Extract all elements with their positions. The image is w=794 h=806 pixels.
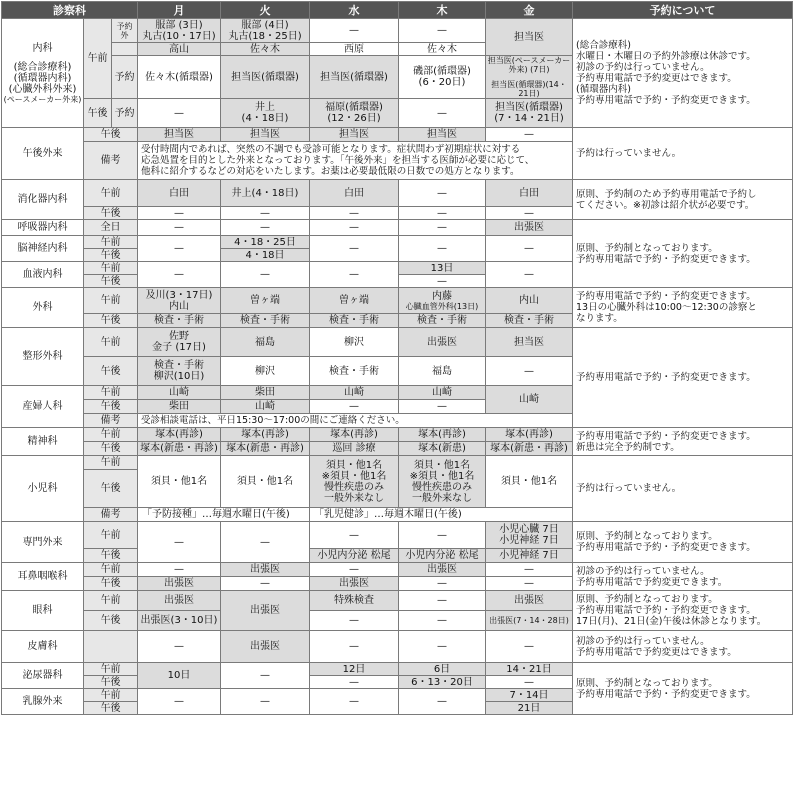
dept-naika-sub1: (循環器内科) bbox=[13, 72, 72, 84]
naika-r3-mon: 佐々木(循環器) bbox=[138, 56, 221, 99]
ketsueki-wed: — bbox=[310, 262, 399, 288]
dept-shoni: 小児科 bbox=[2, 456, 84, 522]
seishin-gogo: 午後 bbox=[84, 442, 138, 456]
shokaki-note: 原則、予約制のため予約専用電話で予約し てください。※初診は紹介状が必要です。 bbox=[573, 180, 793, 220]
ketsueki-fri: — bbox=[486, 262, 573, 288]
naika-r4-wed: 福原(循環器) (12・26日) bbox=[310, 99, 399, 128]
geka-r2-thu: 検査・手術 bbox=[399, 314, 486, 328]
naika-r1-fri: 担当医 bbox=[486, 19, 573, 56]
shokaki-r1-wed: 白田 bbox=[310, 180, 399, 207]
gg-wed: 担当医 bbox=[310, 128, 399, 142]
sanfujin-gogo: 午後 bbox=[84, 400, 138, 414]
dept-geka: 外科 bbox=[2, 288, 84, 328]
seishin-r1-wed: 塚本(再診) bbox=[310, 428, 399, 442]
hinyoki-thu1: 6日 bbox=[399, 663, 486, 676]
shokaki-r2-tue: — bbox=[221, 207, 310, 220]
dept-kokyuki: 呼吸器内科 bbox=[2, 220, 84, 236]
jibi-gozen: 午前 bbox=[84, 563, 138, 577]
noshinkei-thu: — bbox=[399, 236, 486, 262]
nyusen-fri2: 21日 bbox=[486, 702, 573, 715]
gogo-gairai-gogo: 午後 bbox=[84, 128, 138, 142]
header-note: 予約について bbox=[573, 2, 793, 19]
shokaki-r1-fri: 白田 bbox=[486, 180, 573, 207]
hinyoki-fri1: 14・21日 bbox=[486, 663, 573, 676]
seishin-r2-tue: 塚本(新患・再診) bbox=[221, 442, 310, 456]
seikei-tue2: 柳沢 bbox=[221, 357, 310, 386]
dept-senmon: 専門外来 bbox=[2, 522, 84, 563]
geka-r2-mon: 検査・手術 bbox=[138, 314, 221, 328]
noshinkei-fri: — bbox=[486, 236, 573, 262]
jibi-r2-fri: — bbox=[486, 577, 573, 591]
gg-bikou-text: 受付時間内であれば、突然の不調でも受診可能となります。症状問わず初期症状に対する 応急処置を目的とした外来となっております。「午後外来」を担当する医師が必要に応じて、 他科に紹介するなどの対応をいたします。お薬は必要最低限の日数での処方となります。 bbox=[138, 142, 573, 180]
seishin-r2-thu: 塚本(新患) bbox=[399, 442, 486, 456]
dept-naika-sub0: (総合診療科) bbox=[13, 61, 72, 73]
seikei-mon1: 佐野 金子 (17日) bbox=[138, 328, 221, 357]
dept-shokaki: 消化器内科 bbox=[2, 180, 84, 220]
dept-naika-sub2: (心臓外科外来) bbox=[8, 83, 77, 95]
dept-jibi: 耳鼻咽喉科 bbox=[2, 563, 84, 591]
hifu-thu: — bbox=[399, 631, 486, 663]
hinyoki-gogo: 午後 bbox=[84, 676, 138, 689]
naika-r3-tue: 担当医(循環器) bbox=[221, 56, 310, 99]
shoni-bikou-b: 「乳児健診」…毎週木曜日(午後) bbox=[310, 508, 573, 522]
geka-mon1: 及川(3・17日) 内山 bbox=[138, 288, 221, 314]
shokaki-r2-thu: — bbox=[399, 207, 486, 220]
nyusen-fri1: 7・14日 bbox=[486, 689, 573, 702]
nyusen-mon: — bbox=[138, 689, 221, 715]
naika-yoyaku: 予約 bbox=[112, 56, 138, 99]
shoni-thu: 須貝・他1名 ※須貝・他1名 慢性疾患のみ 一般外来なし bbox=[399, 456, 486, 508]
hinyoki-tue: — bbox=[221, 663, 310, 689]
ganka-mon2: 出張医(3・10日) bbox=[138, 611, 221, 631]
kokyuki-fri: 出張医 bbox=[486, 220, 573, 236]
senmon-gozen: 午前 bbox=[84, 522, 138, 549]
jibi-r1-tue: 出張医 bbox=[221, 563, 310, 577]
shokaki-r2-fri: — bbox=[486, 207, 573, 220]
ganka-mon1: 出張医 bbox=[138, 591, 221, 611]
senmon-gogo: 午後 bbox=[84, 549, 138, 563]
geka-wed1: 曽ヶ端 bbox=[310, 288, 399, 314]
seishin-note: 予約専用電話で予約・予約変更できます。 新患は完全予約制です。 bbox=[573, 428, 793, 456]
gg-tue: 担当医 bbox=[221, 128, 310, 142]
header-fri: 金 bbox=[486, 2, 573, 19]
kj-note: 原則、予約制となっております。 予約専用電話で予約・予約変更できます。 bbox=[573, 220, 793, 288]
ketsueki-gogo: 午後 bbox=[84, 275, 138, 288]
dept-sanfujin: 産婦人科 bbox=[2, 386, 84, 428]
sanfujin-gozen: 午前 bbox=[84, 386, 138, 400]
noshinkei-tue2: 4・18日 bbox=[221, 249, 310, 262]
seishin-gozen: 午前 bbox=[84, 428, 138, 442]
seikei-gogo: 午後 bbox=[84, 357, 138, 386]
shokaki-gozen: 午前 bbox=[84, 180, 138, 207]
kokyuki-mon: — bbox=[138, 220, 221, 236]
jibi-note: 初診の予約は行っていません。 予約専用電話で予約変更できます。 bbox=[573, 563, 793, 591]
seikei-thu1: 出張医 bbox=[399, 328, 486, 357]
noshinkei-gozen: 午前 bbox=[84, 236, 138, 249]
geka-tue1: 曽ヶ端 bbox=[221, 288, 310, 314]
nyusen-wed: — bbox=[310, 689, 399, 715]
sanfujin-bikou: 備考 bbox=[84, 414, 138, 428]
seishin-r1-fri: 塚本(再診) bbox=[486, 428, 573, 442]
ganka-wed2: — bbox=[310, 611, 399, 631]
hinyoki-gozen: 午前 bbox=[84, 663, 138, 676]
kokyuki-wed: — bbox=[310, 220, 399, 236]
jibi-r1-fri: — bbox=[486, 563, 573, 577]
ganka-fri1: 出張医 bbox=[486, 591, 573, 611]
naika-r1-mon: 服部 (3日) 丸古(10・17日) bbox=[138, 19, 221, 43]
shokaki-r1-thu: — bbox=[399, 180, 486, 207]
naika-gogo: 午後 bbox=[84, 99, 112, 128]
naika-yoyakugai-2 bbox=[112, 43, 138, 56]
header-thu: 木 bbox=[399, 2, 486, 19]
ketsueki-thu2: — bbox=[399, 275, 486, 288]
ketsueki-thu1: 13日 bbox=[399, 262, 486, 275]
sanfujin-r1-tue: 柴田 bbox=[221, 386, 310, 400]
naika-r4-fri: 担当医(循環器) (7・14・21日) bbox=[486, 99, 573, 128]
shoni-note: 予約は行っていません。 bbox=[573, 456, 793, 522]
seikei-fri1: 担当医 bbox=[486, 328, 573, 357]
sanfujin-r2-tue: 山崎 bbox=[221, 400, 310, 414]
hifu-mon: — bbox=[138, 631, 221, 663]
ganka-gozen: 午前 bbox=[84, 591, 138, 611]
seishin-r1-tue: 塚本(再診) bbox=[221, 428, 310, 442]
jibi-gogo: 午後 bbox=[84, 577, 138, 591]
dept-naika-title: 内科 bbox=[32, 42, 53, 54]
naika-gozen: 午前 bbox=[84, 19, 112, 99]
nyusen-thu: — bbox=[399, 689, 486, 715]
senmon-tue: — bbox=[221, 522, 310, 563]
dept-gogo-gairai: 午後外来 bbox=[2, 128, 84, 180]
hinyoki-fri2: — bbox=[486, 676, 573, 689]
naika-r4-mon: — bbox=[138, 99, 221, 128]
jibi-r2-thu: — bbox=[399, 577, 486, 591]
sanfujin-r2-thu: — bbox=[399, 400, 486, 414]
seikei-fri2: — bbox=[486, 357, 573, 386]
dept-seikei: 整形外科 bbox=[2, 328, 84, 386]
header-wed: 水 bbox=[310, 2, 399, 19]
hifu-fri: — bbox=[486, 631, 573, 663]
ketsueki-mon: — bbox=[138, 262, 221, 288]
shoni-mon: 須貝・他1名 bbox=[138, 456, 221, 508]
nyusen-gogo: 午後 bbox=[84, 702, 138, 715]
sanfujin-fri: 山崎 bbox=[486, 386, 573, 414]
dept-ketsueki: 血液内科 bbox=[2, 262, 84, 288]
geka-note: 予約専用電話で予約・予約変更できます。 13日の心臓外科は10:00〜12:30の診察と なります。 bbox=[573, 288, 793, 328]
shoni-wed: 須貝・他1名 ※須貝・他1名 慢性疾患のみ 一般外来なし bbox=[310, 456, 399, 508]
geka-r2-fri: 検査・手術 bbox=[486, 314, 573, 328]
jibi-r1-thu: 出張医 bbox=[399, 563, 486, 577]
dept-naika-sub3: (ペースメーカー外来) bbox=[3, 94, 82, 104]
naika-yoyaku-2: 予約 bbox=[112, 99, 138, 128]
hifu-tue: 出張医 bbox=[221, 631, 310, 663]
seishin-r1-mon: 塚本(再診) bbox=[138, 428, 221, 442]
hinyoki-mon: 10日 bbox=[138, 663, 221, 689]
senmon-mon: — bbox=[138, 522, 221, 563]
senmon-wed1: — bbox=[310, 522, 399, 549]
jibi-r2-tue: — bbox=[221, 577, 310, 591]
hinyoki-wed1: 12日 bbox=[310, 663, 399, 676]
shokaki-r2-mon: — bbox=[138, 207, 221, 220]
dept-noshinkei: 脳神経内科 bbox=[2, 236, 84, 262]
naika-r1-thu: — bbox=[399, 19, 486, 43]
noshinkei-gogo: 午後 bbox=[84, 249, 138, 262]
kokyuki-tue: — bbox=[221, 220, 310, 236]
ganka-thu1: — bbox=[399, 591, 486, 611]
naika-r4-thu: — bbox=[399, 99, 486, 128]
naika-yoyakugai: 予約外 bbox=[112, 19, 138, 43]
gogo-gairai-bikou: 備考 bbox=[84, 142, 138, 180]
ganka-wed1: 特殊検査 bbox=[310, 591, 399, 611]
naika-r2-mon: 高山 bbox=[138, 43, 221, 56]
sanfujin-r2-mon: 柴田 bbox=[138, 400, 221, 414]
shoni-fri: 須貝・他1名 bbox=[486, 456, 573, 508]
naika-note: (総合診療科) 水曜日・木曜日の予約外診療は休診です。 初診の予約は行っていません。 予約専用電話で予約変更はできます。 (循環器内科) 予約専用電話で予約・予約変更できます。 bbox=[573, 19, 793, 128]
jibi-r2-mon: 出張医 bbox=[138, 577, 221, 591]
seikei-tue1: 福島 bbox=[221, 328, 310, 357]
sanfujin-r1-wed: 山崎 bbox=[310, 386, 399, 400]
gg-mon: 担当医 bbox=[138, 128, 221, 142]
header-mon: 月 bbox=[138, 2, 221, 19]
naika-r1-wed: — bbox=[310, 19, 399, 43]
hn-note: 原則、予約制となっております。 予約専用電話で予約・予約変更できます。 bbox=[573, 663, 793, 715]
naika-r3-fri: 担当医(ペースメーカー外来) (7日) 担当医(循環器)(14・21日) bbox=[486, 56, 573, 99]
hifu-note: 初診の予約は行っていません。 予約専用電話で予約変更はできます。 bbox=[573, 631, 793, 663]
ganka-tue: 出張医 bbox=[221, 591, 310, 631]
seishin-r1-thu: 塚本(再診) bbox=[399, 428, 486, 442]
shoni-gogo: 午後 bbox=[84, 470, 138, 508]
shoni-gozen: 午前 bbox=[84, 456, 138, 470]
seikei-thu2: 福島 bbox=[399, 357, 486, 386]
geka-gogo: 午後 bbox=[84, 314, 138, 328]
ganka-thu2: — bbox=[399, 611, 486, 631]
header-dept: 診察科 bbox=[2, 2, 138, 19]
hifu-sub bbox=[84, 631, 138, 663]
shokaki-r2-wed: — bbox=[310, 207, 399, 220]
ketsueki-gozen: 午前 bbox=[84, 262, 138, 275]
senmon-wed2: 小児内分泌 松尾 bbox=[310, 549, 399, 563]
seikei-wed1: 柳沢 bbox=[310, 328, 399, 357]
shoni-tue: 須貝・他1名 bbox=[221, 456, 310, 508]
seishin-r2-mon: 塚本(新患・再診) bbox=[138, 442, 221, 456]
ganka-fri2: 出張医(7・14・28日) bbox=[486, 611, 573, 631]
sanfujin-r2-wed: — bbox=[310, 400, 399, 414]
dept-ganka: 眼科 bbox=[2, 591, 84, 631]
ss-note: 予約専用電話で予約・予約変更できます。 bbox=[573, 328, 793, 428]
kokyuki-zenjitsu: 全日 bbox=[84, 220, 138, 236]
hinyoki-thu2: 6・13・20日 bbox=[399, 676, 486, 689]
seishin-r2-fri: 塚本(新患・再診) bbox=[486, 442, 573, 456]
geka-fri1: 内山 bbox=[486, 288, 573, 314]
senmon-thu2: 小児内分泌 松尾 bbox=[399, 549, 486, 563]
geka-thu1: 内藤 心臓血管外科(13日) bbox=[399, 288, 486, 314]
geka-gozen: 午前 bbox=[84, 288, 138, 314]
sanfujin-r1-thu: 山崎 bbox=[399, 386, 486, 400]
nyusen-tue: — bbox=[221, 689, 310, 715]
schedule-table bbox=[1, 1, 793, 715]
naika-r3-thu: 磯部(循環器) (6・20日) bbox=[399, 56, 486, 99]
ketsueki-tue: — bbox=[221, 262, 310, 288]
shokaki-r1-mon: 白田 bbox=[138, 180, 221, 207]
naika-r2-thu: 佐々木 bbox=[399, 43, 486, 56]
hinyoki-wed2: — bbox=[310, 676, 399, 689]
seikei-wed2: 検査・手術 bbox=[310, 357, 399, 386]
ganka-gogo: 午後 bbox=[84, 611, 138, 631]
dept-hifu: 皮膚科 bbox=[2, 631, 84, 663]
noshinkei-wed: — bbox=[310, 236, 399, 262]
sanfujin-r1-mon: 山崎 bbox=[138, 386, 221, 400]
nyusen-gozen: 午前 bbox=[84, 689, 138, 702]
hifu-wed: — bbox=[310, 631, 399, 663]
geka-r2-wed: 検査・手術 bbox=[310, 314, 399, 328]
dept-naika bbox=[2, 19, 84, 128]
noshinkei-mon: — bbox=[138, 236, 221, 262]
shokaki-gogo: 午後 bbox=[84, 207, 138, 220]
seikei-mon2: 検査・手術 柳沢(10日) bbox=[138, 357, 221, 386]
geka-r2-tue: 検査・手術 bbox=[221, 314, 310, 328]
naika-r2-tue: 佐々木 bbox=[221, 43, 310, 56]
sanfujin-bikou-text: 受診相談電話は、平日15:30〜17:00の間にご連絡ください。 bbox=[138, 414, 573, 428]
header-tue: 火 bbox=[221, 2, 310, 19]
seishin-r2-wed: 巡回 診療 bbox=[310, 442, 399, 456]
noshinkei-tue1: 4・18・25日 bbox=[221, 236, 310, 249]
dept-seishin: 精神科 bbox=[2, 428, 84, 456]
jibi-r1-mon: — bbox=[138, 563, 221, 577]
naika-r3-wed: 担当医(循環器) bbox=[310, 56, 399, 99]
jibi-r1-wed: — bbox=[310, 563, 399, 577]
kokyuki-thu: — bbox=[399, 220, 486, 236]
shoni-bikou-a: 「予防接種」…毎週水曜日(午後) bbox=[138, 508, 310, 522]
dept-nyusen: 乳腺外来 bbox=[2, 689, 84, 715]
senmon-note: 原則、予約制となっております。 予約専用電話で予約・予約変更できます。 bbox=[573, 522, 793, 563]
dept-hinyoki: 泌尿器科 bbox=[2, 663, 84, 689]
senmon-fri2: 小児神経 7日 bbox=[486, 549, 573, 563]
shokaki-r1-tue: 井上(4・18日) bbox=[221, 180, 310, 207]
jibi-r2-wed: 出張医 bbox=[310, 577, 399, 591]
senmon-thu1: — bbox=[399, 522, 486, 549]
naika-r1-tue: 服部 (4日) 丸古(18・25日) bbox=[221, 19, 310, 43]
shoni-bikou: 備考 bbox=[84, 508, 138, 522]
naika-r2-wed: 西原 bbox=[310, 43, 399, 56]
gg-fri: — bbox=[486, 128, 573, 142]
senmon-fri1: 小児心臓 7日 小児神経 7日 bbox=[486, 522, 573, 549]
seikei-gozen: 午前 bbox=[84, 328, 138, 357]
ganka-note: 原則、予約制となっております。 予約専用電話で予約・予約変更できます。 17日(月)、21日(金)午後は休診となります。 bbox=[573, 591, 793, 631]
naika-r4-tue: 井上 (4・18日) bbox=[221, 99, 310, 128]
gg-note: 予約は行っていません。 bbox=[573, 128, 793, 180]
gg-thu: 担当医 bbox=[399, 128, 486, 142]
